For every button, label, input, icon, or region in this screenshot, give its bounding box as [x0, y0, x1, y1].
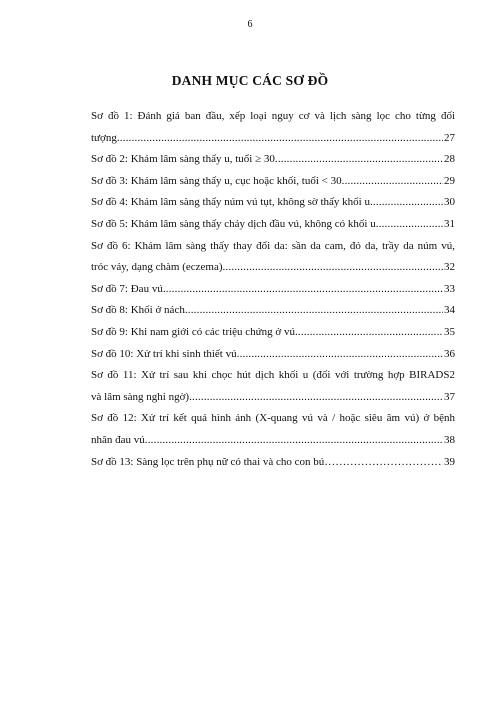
- dot-leader: [295, 322, 443, 344]
- toc-page-number: 29: [444, 174, 455, 187]
- toc-entry: [91, 279, 455, 301]
- dot-leader: [342, 171, 443, 193]
- toc-entry-text: nhân đau vú: [91, 433, 145, 446]
- toc-entry-line: [91, 430, 455, 452]
- toc-entry-text: Sơ đồ 10: Xử trí khi sinh thiết vú: [91, 347, 237, 360]
- toc-entry: [91, 408, 455, 451]
- toc-page-number: 37: [444, 390, 455, 403]
- toc-entry-line: [91, 300, 455, 322]
- toc-page-number: 31: [444, 217, 455, 230]
- toc-entry-text: Sơ đồ 7: Đau vú: [91, 282, 163, 295]
- toc-entry: [91, 214, 455, 236]
- dot-leader: [145, 430, 443, 452]
- toc-entry: [91, 344, 455, 366]
- toc-entry-text: Sơ đồ 1: Đánh giá ban đầu, xếp loại nguy cơ và lịch sàng lọc cho từng đối: [91, 110, 455, 122]
- toc-entry-line: [91, 149, 455, 171]
- dot-leader: [223, 257, 443, 279]
- toc-entry: [91, 365, 455, 408]
- toc-entry-line: [91, 214, 455, 236]
- toc-entry-line: [91, 128, 455, 150]
- toc-page-number: 38: [444, 433, 455, 446]
- dot-leader: [117, 128, 443, 150]
- toc-entry-text: Sơ đồ 5: Khám lâm sàng thấy chảy dịch đầu vú, không có khối u: [91, 217, 376, 230]
- dot-leader: [185, 300, 443, 322]
- toc-entry-line: [91, 171, 455, 193]
- toc-entry-text: Sơ đồ 11: Xử trí sau khi chọc hút dịch khối u (đối với trường hợp BIRADS2: [91, 369, 455, 382]
- toc-entry-text: tróc vảy, dạng chàm (eczema): [91, 261, 223, 274]
- toc-entry: [91, 149, 455, 171]
- toc-entry-text: Sơ đồ 2: Khám lâm sàng thấy u, tuổi ≥ 30: [91, 153, 275, 166]
- dot-leader: [376, 214, 443, 236]
- toc-entry-text: Sơ đồ 12: Xử trí kết quả hình ảnh (X-quang vú và / hoặc siêu âm vú) ở bệnh: [91, 412, 455, 425]
- toc-entry-line: [91, 257, 455, 279]
- toc-entry-line: [91, 106, 455, 128]
- toc-entry-line: [91, 322, 455, 344]
- toc-entry-line: [91, 192, 455, 214]
- dot-leader: [163, 279, 443, 301]
- dot-leader: [370, 192, 443, 214]
- toc-page-number: 30: [444, 196, 455, 209]
- toc-entry: [91, 106, 455, 149]
- toc-page-number: 33: [444, 282, 455, 295]
- page-title: DANH MỤC CÁC SƠ ĐỒ: [171, 73, 329, 88]
- toc-page-number: 36: [444, 347, 455, 360]
- dot-leader: [275, 149, 443, 171]
- toc-entry: [91, 236, 455, 279]
- toc-page-number: 27: [444, 131, 455, 144]
- toc-entry-text: Sơ đồ 4: Khám lâm sàng thấy núm vú tụt, không sờ thấy khối u: [91, 196, 370, 209]
- toc-entry-line: [91, 344, 455, 366]
- table-of-contents: [91, 106, 455, 473]
- toc-entry-text: Sơ đồ 3: Khám lâm sàng thấy u, cục hoặc khối, tuổi < 30: [91, 174, 342, 187]
- toc-entry-text: và lâm sàng nghi ngờ): [91, 390, 190, 403]
- page-number: 6: [247, 19, 253, 30]
- toc-page-number: 39: [444, 455, 455, 468]
- toc-entry: [91, 322, 455, 344]
- toc-entry-line: [91, 387, 455, 409]
- toc-entry: [91, 192, 455, 214]
- dot-leader: [237, 344, 443, 366]
- toc-entry-line: [91, 365, 455, 387]
- toc-entry-text: Sơ đồ 13: Sàng lọc trên phụ nữ có thai và cho con bú: [91, 455, 325, 468]
- toc-entry-text: tượng: [91, 131, 117, 144]
- toc-entry-text: Sơ đồ 9: Khi nam giới có các triệu chứng ở vú: [91, 325, 295, 338]
- toc-entry-line: [91, 279, 455, 301]
- toc-entry-text: Sơ đồ 8: Khối ở nách: [91, 304, 185, 317]
- toc-entry-line: [91, 452, 455, 474]
- dot-leader: [324, 452, 443, 474]
- toc-entry-line: [91, 408, 455, 430]
- toc-page-number: 32: [444, 261, 455, 274]
- toc-entry-line: [91, 236, 455, 258]
- toc-page-number: 34: [444, 304, 455, 317]
- toc-entry: [91, 171, 455, 193]
- toc-entry: [91, 452, 455, 474]
- toc-page-number: 35: [444, 325, 455, 338]
- toc-entry-text: Sơ đồ 6: Khám lâm sàng thấy thay đổi da: sần da cam, đỏ da, trầy da núm vú,: [91, 239, 455, 252]
- toc-entry: [91, 300, 455, 322]
- dot-leader: [189, 387, 443, 409]
- toc-page-number: 28: [444, 153, 455, 166]
